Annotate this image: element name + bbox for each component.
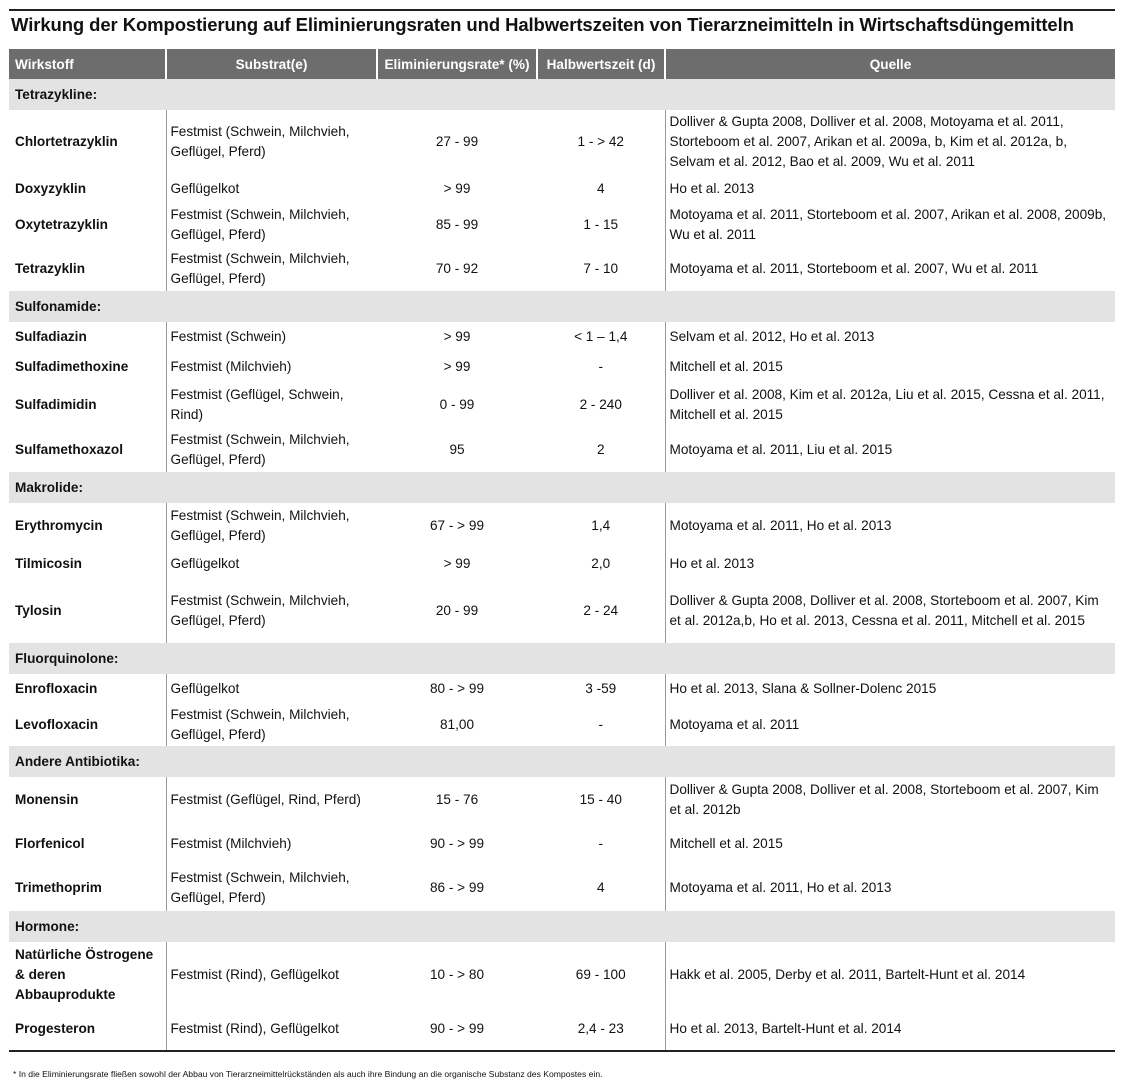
title-rule (9, 9, 1115, 11)
table-row (9, 579, 1115, 643)
cell-quelle: Mitchell et al. 2015 (665, 352, 1115, 382)
table-row (9, 865, 1115, 911)
table-row (9, 549, 1115, 579)
header-substrat: Substrat(e) (166, 49, 377, 79)
group-row (9, 643, 1115, 674)
header-eliminierungsrate: Eliminierungsrate* (%) (377, 49, 537, 79)
cell-wirkstoff: Sulfadimethoxine (15, 359, 129, 374)
cell-eliminierungsrate: 10 - > 80 (429, 967, 485, 982)
table-body (9, 79, 1115, 1051)
cell-halbwertszeit: 4 (596, 180, 605, 196)
cell-halbwertszeit: 1 - 15 (583, 217, 619, 232)
cell-quelle: Dolliver et al. 2008, Kim et al. 2012a, Liu et al. 2015, Cessna et al. 2011, Mitchell et al. 2015 (665, 382, 1115, 428)
cell-halbwertszeit: 1 - > 42 (577, 134, 624, 149)
table-row (9, 247, 1115, 291)
cell-substrat: Festmist (Schwein) (166, 322, 377, 352)
cell-quelle: Dolliver & Gupta 2008, Dolliver et al. 2008, Motoyama et al. 2011, Storteboom et al. 2007, Arikan et al. 2009a, b, Kim et al. 2012a, b, Selvam et al. 2012, Bao et al. 2009, Wu et al. 2011 (665, 110, 1115, 174)
cell-substrat: Festmist (Schwein, Milchvieh, Geflügel, Pferd) (166, 110, 377, 174)
cell-wirkstoff: Monensin (15, 792, 79, 807)
cell-quelle: Dolliver & Gupta 2008, Dolliver et al. 2008, Storteboom et al. 2007, Kim et al. 2012b (665, 777, 1115, 823)
cell-substrat: Festmist (Schwein, Milchvieh, Geflügel, Pferd) (166, 704, 377, 746)
cell-wirkstoff: Tetrazyklin (15, 261, 86, 276)
cell-quelle: Motoyama et al. 2011, Liu et al. 2015 (665, 428, 1115, 472)
data-table (9, 49, 1115, 1052)
group-label: Makrolide: (9, 472, 1115, 503)
cell-eliminierungsrate: 85 - 99 (435, 217, 479, 232)
cell-wirkstoff: Levofloxacin (15, 717, 99, 732)
cell-eliminierungsrate: > 99 (443, 180, 471, 196)
cell-wirkstoff: Progesteron (9, 1008, 166, 1051)
cell-eliminierungsrate: 80 - > 99 (429, 681, 485, 696)
table-row (9, 942, 1115, 1008)
cell-eliminierungsrate: 90 - > 99 (429, 836, 485, 851)
table-row (9, 110, 1115, 174)
cell-wirkstoff: Sulfamethoxazol (15, 442, 124, 457)
cell-halbwertszeit: 2,0 (591, 556, 611, 571)
cell-eliminierungsrate: > 99 (443, 359, 471, 374)
group-label: Fluorquinolone: (9, 643, 1115, 674)
cell-quelle: Selvam et al. 2012, Ho et al. 2013 (665, 322, 1115, 352)
cell-substrat: Festmist (Schwein, Milchvieh, Geflügel, Pferd) (166, 428, 377, 472)
cell-eliminierungsrate: 20 - 99 (435, 603, 479, 618)
group-row (9, 291, 1115, 322)
group-label: Sulfonamide: (9, 291, 1115, 322)
cell-halbwertszeit: 1,4 (591, 518, 611, 533)
cell-substrat: Geflügelkot (166, 674, 377, 704)
group-row (9, 911, 1115, 942)
cell-wirkstoff: Trimethoprim (15, 880, 102, 895)
cell-eliminierungsrate: 81,00 (439, 717, 475, 732)
cell-substrat: Festmist (Schwein, Milchvieh, Geflügel, Pferd) (166, 203, 377, 247)
cell-substrat: Festmist (Rind), Geflügelkot (166, 942, 377, 1008)
cell-quelle: Dolliver & Gupta 2008, Dolliver et al. 2008, Storteboom et al. 2007, Kim et al. 2012a,b, Ho et al. 2013, Cessna et al. 2011, Mitchell et al. 2015 (665, 579, 1115, 643)
cell-quelle: Ho et al. 2013, Bartelt-Hunt et al. 2014 (665, 1008, 1115, 1051)
table-row (9, 428, 1115, 472)
cell-halbwertszeit: 7 - 10 (583, 261, 619, 276)
group-row (9, 79, 1115, 110)
table-row (9, 777, 1115, 823)
group-label: Andere Antibiotika: (9, 746, 1115, 777)
cell-substrat: Festmist (Geflügel, Schwein, Rind) (166, 382, 377, 428)
cell-wirkstoff: Natürliche Östrogene & deren Abbauprodukte (15, 947, 154, 1002)
cell-halbwertszeit: 4 (596, 880, 605, 895)
table-row (9, 322, 1115, 352)
cell-substrat: Festmist (Schwein, Milchvieh, Geflügel, Pferd) (166, 865, 377, 911)
cell-substrat: Festmist (Geflügel, Rind, Pferd) (166, 777, 377, 823)
table-row (9, 203, 1115, 247)
table-row (9, 352, 1115, 382)
cell-eliminierungsrate: > 99 (443, 329, 471, 344)
cell-wirkstoff: Tilmicosin (15, 556, 82, 571)
header-halbwertszeit: Halbwertszeit (d) (537, 49, 665, 79)
cell-substrat: Festmist (Milchvieh) (166, 823, 377, 865)
cell-halbwertszeit: 2 - 240 (579, 397, 622, 412)
cell-eliminierungsrate: 70 - 92 (435, 261, 479, 276)
cell-wirkstoff: Sulfadimidin (15, 397, 97, 412)
cell-halbwertszeit: < 1 – 1,4 (574, 329, 628, 344)
table-row (9, 823, 1115, 865)
group-label: Hormone: (9, 911, 1115, 942)
cell-wirkstoff: Florfenicol (15, 836, 85, 851)
cell-eliminierungsrate: 95 (449, 442, 465, 457)
cell-wirkstoff: Sulfadiazin (15, 329, 87, 344)
table-row (9, 674, 1115, 704)
cell-quelle: Mitchell et al. 2015 (665, 823, 1115, 865)
cell-halbwertszeit: - (598, 717, 604, 732)
group-row (9, 746, 1115, 777)
cell-halbwertszeit: - (598, 359, 604, 374)
group-label: Tetrazykline: (9, 79, 1115, 110)
cell-quelle: Motoyama et al. 2011, Ho et al. 2013 (665, 865, 1115, 911)
cell-wirkstoff: Oxytetrazyklin (15, 217, 108, 232)
table-row (9, 1008, 1115, 1051)
cell-substrat: Geflügelkot (166, 174, 377, 203)
cell-wirkstoff: Enrofloxacin (15, 681, 98, 696)
cell-quelle: Motoyama et al. 2011, Storteboom et al. 2007, Wu et al. 2011 (665, 247, 1115, 291)
cell-wirkstoff: Erythromycin (15, 518, 103, 533)
cell-substrat: Festmist (Rind), Geflügelkot (166, 1008, 377, 1051)
cell-quelle: Ho et al. 2013 (665, 549, 1115, 579)
cell-eliminierungsrate: 67 - > 99 (429, 518, 485, 533)
cell-halbwertszeit: 2 - 24 (583, 603, 619, 618)
cell-halbwertszeit: 69 - 100 (575, 967, 626, 982)
cell-substrat: Festmist (Schwein, Milchvieh, Geflügel, Pferd) (166, 503, 377, 549)
group-row (9, 472, 1115, 503)
cell-substrat: Geflügelkot (166, 549, 377, 579)
cell-eliminierungsrate: 86 - > 99 (429, 880, 485, 895)
header-quelle: Quelle (665, 49, 1115, 79)
table-row (9, 503, 1115, 549)
table-row (9, 704, 1115, 746)
cell-quelle: Motoyama et al. 2011, Storteboom et al. 2007, Arikan et al. 2008, 2009b, Wu et al. 2011 (665, 203, 1115, 247)
footnote: * In die Eliminierungsrate fließen sowohl der Abbau von Tierarzneimittelrückständen als auch ihre Bindung an die organische Substanz des Kompostes ein. (13, 1069, 603, 1079)
header-wirkstoff: Wirkstoff (9, 49, 166, 79)
cell-halbwertszeit: - (598, 836, 604, 851)
cell-wirkstoff: Doxyzyklin (15, 180, 87, 196)
cell-substrat: Festmist (Milchvieh) (166, 352, 377, 382)
cell-eliminierungsrate: 15 - 76 (435, 792, 479, 807)
cell-quelle: Motoyama et al. 2011, Ho et al. 2013 (665, 503, 1115, 549)
table-row (9, 174, 1115, 203)
table-row (9, 382, 1115, 428)
header-row (9, 49, 1115, 79)
cell-eliminierungsrate: 0 - 99 (439, 397, 475, 412)
cell-substrat: Festmist (Schwein, Milchvieh, Geflügel, Pferd) (166, 579, 377, 643)
cell-eliminierungsrate: 90 - > 99 (377, 1008, 537, 1051)
cell-quelle: Motoyama et al. 2011 (665, 704, 1115, 746)
page-title: Wirkung der Kompostierung auf Eliminierungsraten und Halbwertszeiten von Tierarzneimitteln in Wirtschaftsdüngemitteln (11, 14, 1074, 35)
cell-wirkstoff: Chlortetrazyklin (15, 134, 118, 149)
cell-eliminierungsrate: > 99 (443, 556, 471, 571)
cell-halbwertszeit: 2,4 - 23 (537, 1008, 665, 1051)
cell-quelle: Ho et al. 2013 (665, 174, 1115, 203)
cell-halbwertszeit: 2 (596, 442, 605, 457)
cell-wirkstoff: Tylosin (15, 603, 62, 618)
cell-quelle: Ho et al. 2013, Slana & Sollner-Dolenc 2015 (665, 674, 1115, 704)
cell-quelle: Hakk et al. 2005, Derby et al. 2011, Bartelt-Hunt et al. 2014 (665, 942, 1115, 1008)
cell-eliminierungsrate: 27 - 99 (435, 134, 479, 149)
cell-halbwertszeit: 3 -59 (585, 681, 617, 696)
cell-substrat: Festmist (Schwein, Milchvieh, Geflügel, Pferd) (166, 247, 377, 291)
cell-halbwertszeit: 15 - 40 (579, 792, 622, 807)
